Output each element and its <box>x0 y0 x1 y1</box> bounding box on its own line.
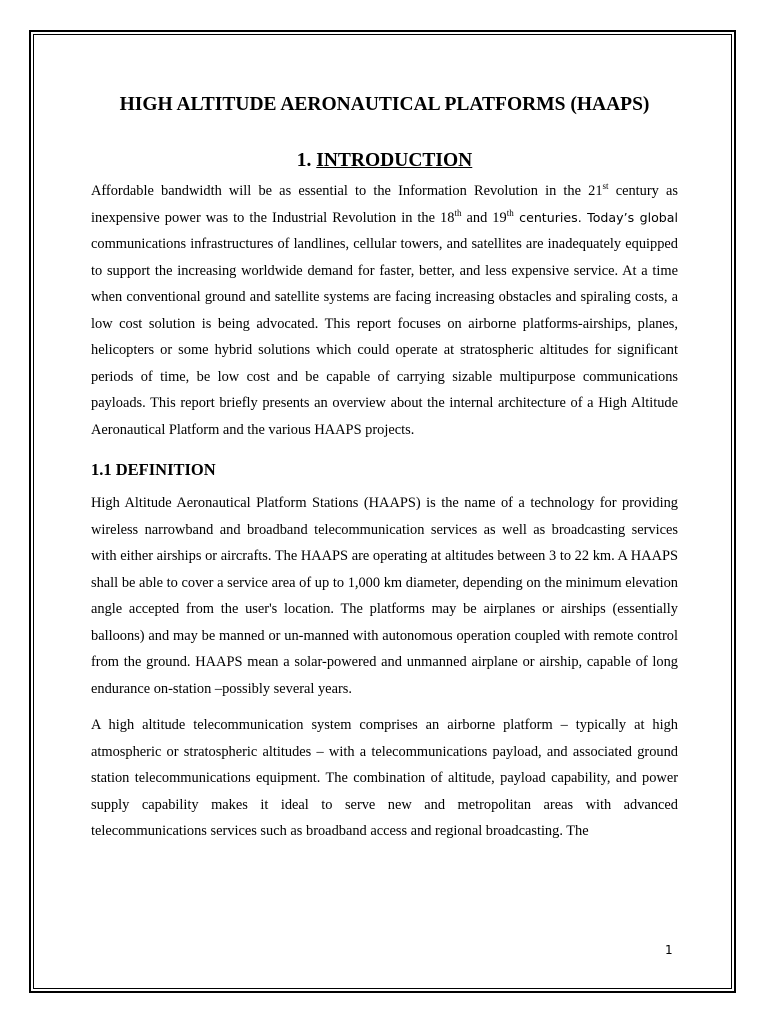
page-number: 1 <box>665 943 673 957</box>
section-title: INTRODUCTION <box>316 150 473 171</box>
intro-text-3: and 19 <box>461 209 507 226</box>
document-title: HIGH ALTITUDE AERONAUTICAL PLATFORMS (HAAPS) <box>119 94 650 115</box>
document-body <box>91 92 678 845</box>
system-paragraph: A high altitude telecommunication system comprises an airborne platform – typically at high atmospheric or stratospheric altitudes – with a telecommunications payload, and associated ground station telecommunications equipment. The combination of altitude, payload capability, and power supply capability makes it ideal to serve new and metropolitan areas with advanced telecommunications services such as broadband access and regional broadcasting. The <box>91 717 678 839</box>
definition-heading: 1.1 DEFINITION <box>91 460 216 479</box>
intro-text-4: centuries. Today’s global <box>513 209 678 225</box>
section-number: 1. <box>296 150 312 171</box>
intro-text-2: century as inexpensive power was to the Industrial Revolution in the 18 <box>91 183 678 226</box>
intro-text-5: communications infrastructures of landlines, cellular towers, and satellites are inadequately equipped to support the increasing worldwide demand for faster, better, and less expensive service. At a time when conventional ground and satellite systems are facing increasing obstacles and spiraling costs, a low cost solution is being advocated. This report focuses on airborne platforms-airships, planes, helicopters or some hybrid solutions which could operate at stratospheric altitudes for significant periods of time, be low cost and be capable of carrying sizable multipurpose communications payloads. This report briefly presents an overview about the internal architecture of a High Altitude Aeronautical Platform and the various HAAPS projects. <box>91 236 678 438</box>
intro-paragraph <box>91 178 678 443</box>
intro-text-1: Affordable bandwidth will be as essential to the Information Revolution in the 21 <box>91 183 603 199</box>
superscript-st: st <box>602 181 609 192</box>
superscript-th-19: th <box>506 207 514 218</box>
section-heading <box>91 148 678 174</box>
definition-paragraph: High Altitude Aeronautical Platform Stations (HAAPS) is the name of a technology for providing wireless narrowband and broadband telecommunication services as well as broadcasting services with either airships or aircrafts. The HAAPS are operating at altitudes between 3 to 22 km. A HAAPS shall be able to cover a service area of up to 1,000 km diameter, depending on the minimum elevation angle accepted from the user's location. The platforms may be airplanes or airships (essentially balloons) and may be manned or un-manned with autonomous operation coupled with remote control from the ground. HAAPS mean a solar-powered and unmanned airplane or airship, capable of long endurance on-station –possibly several years. <box>91 495 678 697</box>
superscript-th-18: th <box>454 207 462 218</box>
